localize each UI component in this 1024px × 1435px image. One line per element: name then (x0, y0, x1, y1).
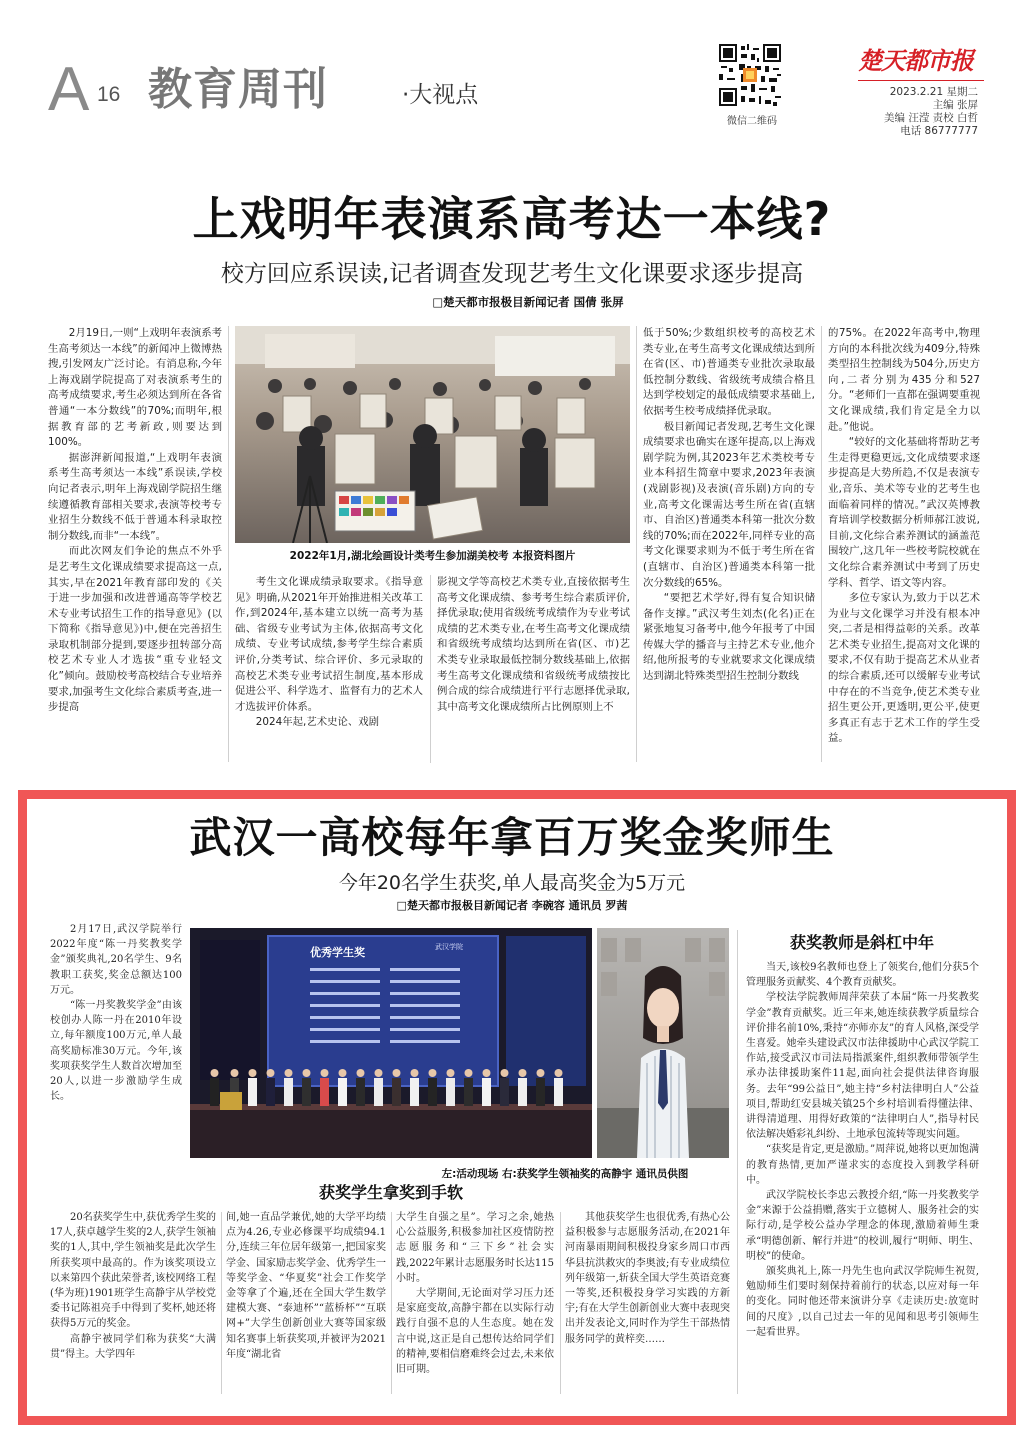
article1-paragraph: 2024年起,艺术史论、戏剧 (255, 716, 380, 729)
article1-paragraph: 考生文化课成绩录取要求。《指导意见》明确,从2021年开始推进相关改革工作,到2024年,基本建立以统一高考为基础、省级专业考试为主体,依据高考文化成绩、专业考试成绩,参考学生综合素质评价,分类考试、综合评价、多元录取的高校艺术类专业考试招生制度,基本形成促进公平、科学选才、监督有力的艺术人才选拔评价体系。 (235, 576, 423, 713)
section-title: 教育周刊 (148, 64, 328, 115)
subsection-title: ·大视点 (402, 82, 479, 108)
article2-paragraph: 高静宇被同学们称为获奖“大满贯”得主。大学四年 (50, 1333, 216, 1360)
page-number: 16 (97, 83, 121, 106)
article1-paragraph: 据澎湃新闻报道,“上戏明年表演系考生高考须达一本线”系误读,学校向记者表示,明年上海戏剧学院招生继续遵循教育部相关要求,表演等校考专业招生分数线不低于普通本科录取控制分数线,而非“一本线”。 (48, 451, 222, 542)
article1-paragraph: 的75%。在2022年高考中,物理方向的本科批次线为409分,特殊类型招生控制线为504分,历史方向,二者分别为435分和527分。“老师们一直都在强调要重视文化课成绩,我们肯定是全力以赴。”他说。 (828, 327, 980, 433)
article1-column-5 (828, 326, 980, 764)
column-divider (391, 1212, 392, 1394)
masthead-logo: 楚天都市报 (858, 46, 973, 75)
art-exam-photo (235, 326, 630, 543)
page-header (0, 0, 1024, 150)
column-divider (821, 326, 822, 762)
phone-number: 电话 86777777 (900, 125, 978, 137)
article2-photo-caption: 左:活动现场 右:获奖学生领袖奖的高静宇 通讯员供图 (441, 1168, 689, 1180)
article2-paragraph: “陈一丹奖教奖学金”由该校创办人陈一丹在2010年设立,每年额度100万元,单人最高奖励标准30万元。今年,该奖项获奖学生人数首次增加至20人,以进一步激励学生成长。 (50, 1000, 182, 1103)
qr-code (717, 42, 783, 108)
article2-paragraph: 武汉学院校长李忠云教授介绍,“陈一丹奖教奖学金”来源于公益捐赠,落实于立德树人、服务社会的实际行动,是学校公益办学理念的体现,激励着师生秉承“明德创新、解行并进”的校训,履行“明师、明生、明校”的使命。 (746, 1190, 979, 1262)
article2-paragraph: 20名获奖学生中,获优秀学生奖的17人,获卓越学生奖的2人,获学生领袖奖的1人,其中,学生领袖奖是此次学生所获奖项中最高的。作为该奖项设立以来第四个获此荣誉者,该校网络工程(华为班)1901班学生高静宇从学校党委书记陈祖亮手中得到了奖杯,她还将获得5万元的奖金。 (50, 1212, 216, 1330)
article2-paragraph: 间,她一直品学兼优,她的大学平均绩点为4.26,专业必修课平均成绩94.1分,连续三年位居年级第一,把国家奖学金、国家励志奖学金、优秀学生一等奖学金、“华夏奖”社会工作奖学金等拿了个遍,还在全国大学生数学建模大赛、“泰迪杯”“蓝桥杯”“互联网+”大学生创新创业大赛等国家级知名赛事上斩获奖项,并被评为2021年度“湖北省 (226, 1212, 386, 1360)
article2-byline: □楚天都市报极目新闻记者 李碗容 通讯员 罗茜 (396, 899, 628, 912)
ceremony-photo (190, 928, 592, 1158)
issue-date: 2023.2.21 星期二 (889, 86, 978, 98)
qr-label: 微信二维码 (727, 116, 777, 127)
column-divider (737, 930, 738, 1394)
article1-paragraph: “要把艺术学好,得有复合知识储备作支撑。”武汉考生刘杰(化名)正在紧张地复习备考中,他今年报考了中国传媒大学的播音与主持艺术专业,他介绍,他所报考的专业就要求文化课成绩达到湖北特殊类型招生控制分数线 (643, 592, 815, 683)
article2-headline: 武汉一高校每年拿百万奖金奖师生 (189, 813, 835, 862)
students-column-2 (226, 1210, 386, 1398)
page-letter: A (48, 55, 90, 124)
article1-paragraph: 影视文学等高校艺术类专业,直接依据考生高考文化课成绩、参考考生综合素质评价,择优录取;使用省级统考成绩作为专业考试成绩的艺术类专业,在考生高考文化课成绩和省级统考成绩均达到所在省(区、市)艺术类专业录取最低控制分数线基础上,依据考生高考文化课成绩和省级统考成绩按比例合成的综合成绩进行平行志愿择优录取,其中高考文化课成绩所占比例原则上不 (437, 576, 630, 713)
art-editor-credit: 美编 汪滢 责校 白哲 (883, 112, 978, 124)
article1-subheadline: 校方回应系误读,记者调查发现艺考生文化课要求逐步提高 (220, 261, 804, 287)
stage-banner-text: 优秀学生奖 (310, 946, 365, 959)
students-section-heading: 获奖学生拿奖到手软 (318, 1183, 463, 1202)
article1-byline: □楚天都市报极目新闻记者 国倩 张屏 (432, 295, 624, 309)
article2-paragraph: “获奖是肯定,更是激励。”周萍说,她将以更加饱满的教育热情,更加严谨求实的态度投入到教学科研中。 (746, 1144, 979, 1186)
article2-intro (50, 922, 182, 1160)
article1-paragraph: “较好的文化基础将帮助艺考生走得更稳更远,文化成绩要求逐步提高是大势所趋,不仅是表演专业,音乐、美术等专业的艺考生也面临着同样的情况。”武汉英博教育培训学校数据分析师郝江波说,目前,文化综合素养测试的涵盖范围较广,这几年一些校考院校就在文化综合素养测试中考到了历史学科、哲学、语文等内容。 (828, 436, 980, 589)
article2-subheadline: 今年20名学生获奖,单人最高奖金为5万元 (338, 872, 686, 894)
students-column-4 (565, 1210, 730, 1398)
article2-paragraph: 其他获奖学生也很优秀,有热心公益积极参与志愿服务活动,在2021年河南暴雨期间积极投身家乡周口市西华县抗洪救灾的李奥波;有专业成绩位列年级第一,斩获全国大学生英语竞赛一等奖,还积极投身学习实践的方新宇;有在大学生创新创业大赛中表现突出并发表论文,同时作为学生干部热情服务同学的黄梓奕…… (565, 1212, 730, 1345)
article1-headline: 上戏明年表演系高考达一本线? (192, 192, 832, 246)
article1-paragraph: 2月19日,一则“上戏明年表演系考生高考须达一本线”的新闻冲上微博热搜,引发网友广泛讨论。有消息称,今年上海戏剧学院提高了对表演系考生的高考成绩要求,考生必须达到所在各省普通“一本分数线”的70%;而明年,根据教育部的艺考新政,则要达到100%。 (48, 327, 222, 449)
teachers-column (746, 960, 979, 1398)
students-column-1 (50, 1210, 216, 1398)
article1-paragraph: 而此次网友们争论的焦点不外乎是艺考生文化课成绩要求提高这一点,其实,早在2021年教育部印发的《关于进一步加强和改进普通高等学校艺术专业考试招生工作的指导意见》(以下简称《指导意见》)中,便在完善招生录取机制部分提到,要逐步扭转部分高校艺术专业人才选拔“重专业轻文化”倾向。鼓励校考高校结合专业培养要求,加强考生文化综合素质考查,进一步提高 (48, 545, 222, 714)
masthead-rule (858, 80, 984, 81)
stage-logo-text: 武汉学院 (435, 943, 463, 951)
art-exam-photo-caption: 2022年1月,湖北绘画设计类考生参加湖美校考 本报资料图片 (289, 550, 576, 562)
article2-paragraph: 颁奖典礼上,陈一丹先生也向武汉学院师生祝贺,勉励师生们要时刻保持着前行的状态,以应对每一年的变化。同时他还带来演讲分享《走读历史:放宽时间的尺度》,以自己过去一年的见闻和思考引领师生一起看世界。 (746, 1266, 979, 1338)
article1-column-4 (643, 326, 815, 764)
article2-paragraph: 当天,该校9名教师也登上了领奖台,他们分获5个管理服务贡献奖、4个教育贡献奖。 (746, 962, 979, 989)
student-portrait-photo (597, 928, 729, 1158)
students-column-3 (396, 1210, 554, 1398)
article2-paragraph: 大学期间,无论面对学习压力还是家庭变故,高静宇都在以实际行动践行自强不息的人生态度。她在发言中说,这正是自己想传达给同学们的精神,要相信磨难终会过去,未来依旧可期。 (396, 1288, 554, 1376)
column-divider (636, 326, 637, 762)
article1-paragraph: 多位专家认为,致力于以艺术为业与文化课学习并没有根本冲突,二者是相得益彰的关系。改革艺术类专业招生,提高对文化课的要求,不仅有助于提高艺术从业者的综合素质,还可以缓解专业考试中存在的不当竞争,使艺术类专业招生更公开,更透明,更公平,使更多真正有志于艺术工作的学生受益。 (828, 592, 980, 745)
column-divider (430, 575, 431, 763)
article2-paragraph: 大学生自强之星”。学习之余,她热心公益服务,积极参加社区疫情防控志愿服务和“三下乡”社会实践,2022年累计志愿服务时长达115小时。 (396, 1212, 554, 1284)
column-divider (228, 326, 229, 762)
column-divider (560, 1212, 561, 1394)
teachers-section-heading: 获奖教师是斜杠中年 (789, 933, 934, 952)
editor-credit: 主编 张屏 (932, 99, 978, 111)
article1-column-3 (437, 575, 630, 765)
article1-column-1 (48, 326, 222, 764)
article1-paragraph: 低于50%;少数组织校考的高校艺术类专业,在考生高考文化课成绩达到所在省(区、市)普通类专业批次录取最低控制分数线、省级统考成绩合格且达到学校划定的最低成绩要求基础上,依据考生校考成绩择优录取。 (643, 327, 815, 417)
article2-paragraph: 2月17日,武汉学院举行2022年度“陈一丹奖教奖学金”颁奖典礼,20名学生、9名教职工获奖,奖金总额达100万元。 (50, 924, 182, 996)
article1-column-2 (235, 575, 423, 765)
article1-paragraph: 极目新闻记者发现,艺考生文化课成绩要求也确实在逐年提高,以上海戏剧学院为例,其2023年艺术类校考专业本科招生简章中要求,2023年表演(戏剧影视)及表演(音乐剧)方向的专业,高考文化课需达考生所在省(直辖市、自治区)普通类本科第一批次分数线的70%;而在2022年,同样专业的高考文化课要求则为不低于考生所在省(直辖市、自治区)普通类本科第一批次分数线的65%。 (643, 420, 815, 589)
column-divider (221, 1212, 222, 1394)
article2-paragraph: 学校法学院教师周萍荣获了本届“陈一丹奖教奖学金”教育贡献奖。近三年来,她连续获教学质量综合评价排名前10%,秉持“亦师亦友”的育人风格,深受学生喜爱。她牵头建设武汉市法律援助中心武汉学院工作站,接受武汉市司法局指派案件,组织教师带领学生承办法律援助案件11起,面向社会提供法律咨询服务。去年“99公益日”,她主持“乡村法律明白人”公益项目,帮助红安县城关镇25个乡村培训看得懂法律、讲得清道理、用得好政策的“法律明白人”,指导村民依法解决婚彩礼纠纷、土地承包流转等现实问题。 (746, 992, 979, 1141)
